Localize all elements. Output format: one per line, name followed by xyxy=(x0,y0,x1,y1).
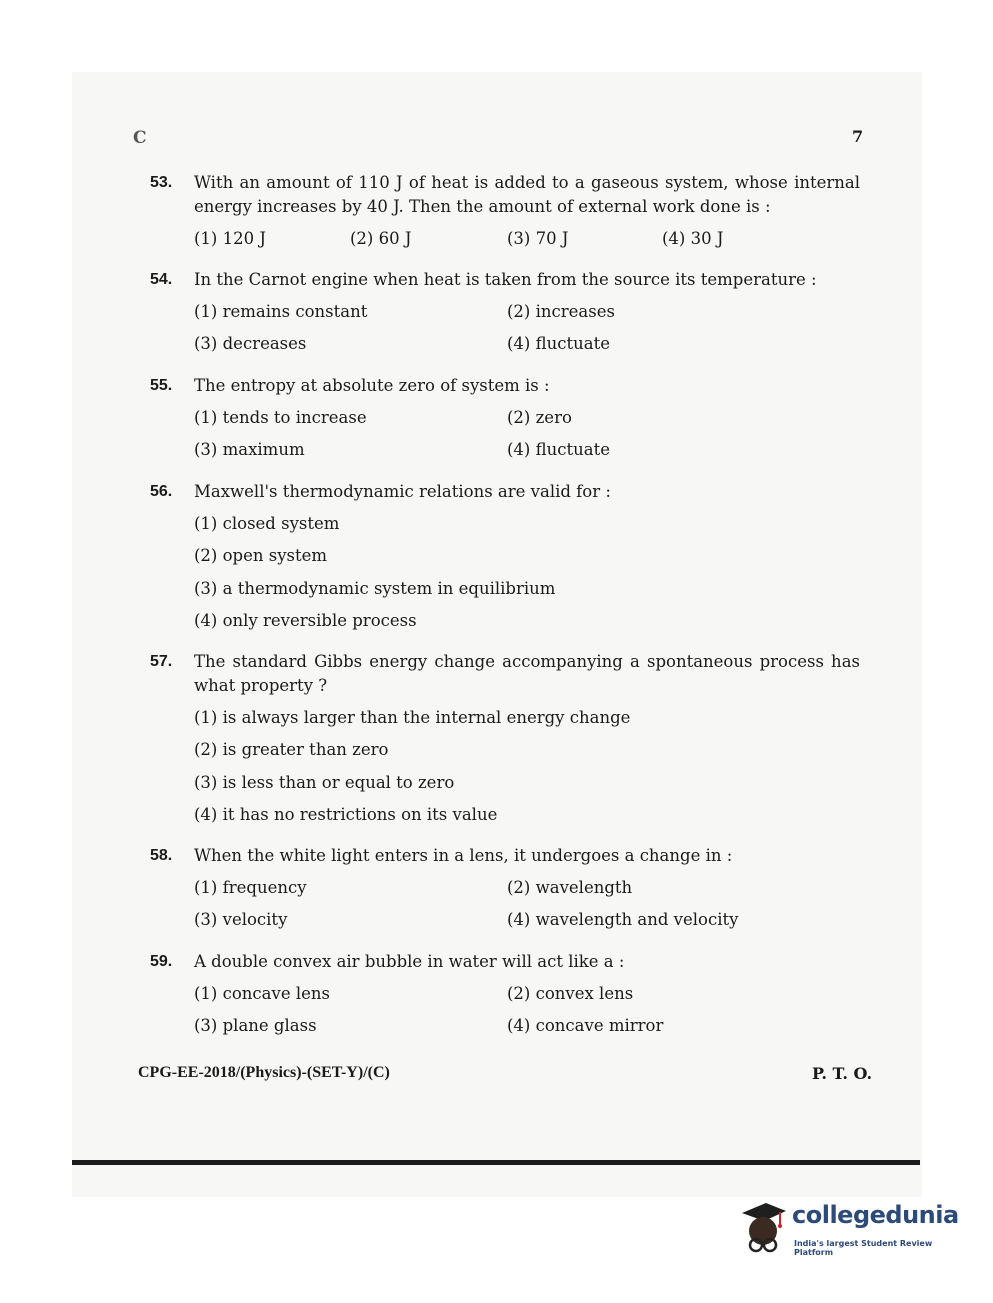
option-3: (3) is less than or equal to zero xyxy=(194,773,455,792)
option-1: (1) is always larger than the internal energy change xyxy=(194,708,631,727)
option-4: (4) concave mirror xyxy=(507,1016,664,1035)
option-1: (1) 120 J xyxy=(194,229,266,248)
option-4: (4) only reversible process xyxy=(194,611,417,630)
option-3: (3) velocity xyxy=(194,910,288,929)
question-stem: The entropy at absolute zero of system is : xyxy=(194,376,550,395)
option-4: (4) wavelength and velocity xyxy=(507,910,739,929)
page-number: 7 xyxy=(852,127,864,146)
question-stem: A double convex air bubble in water will act like a : xyxy=(194,952,625,971)
brand-tagline: India's largest Student Review Platform xyxy=(794,1239,933,1257)
question-stem: The standard Gibbs energy change accompanying a spontaneous process has what property ? xyxy=(194,652,860,695)
question-stem: In the Carnot engine when heat is taken from the source its temperature : xyxy=(194,270,817,289)
option-2: (2) open system xyxy=(194,546,328,565)
question-58 xyxy=(150,844,860,932)
question-number: 57. xyxy=(150,653,173,670)
option-3: (3) decreases xyxy=(194,334,307,353)
corner-mark: C xyxy=(133,128,147,148)
mascot-icon xyxy=(736,1199,788,1255)
collegedunia-logo[interactable] xyxy=(736,1195,961,1265)
question-number: 58. xyxy=(150,847,173,864)
option-2: (2) convex lens xyxy=(507,984,634,1003)
paper-code: CPG-EE-2018/(Physics)-(SET-Y)/(C) xyxy=(138,1064,390,1081)
page-bottom-rule xyxy=(72,1160,920,1165)
option-1: (1) remains constant xyxy=(194,302,368,321)
question-number: 59. xyxy=(150,953,173,970)
option-4: (4) fluctuate xyxy=(507,440,610,459)
brand-name: collegedunia xyxy=(792,1201,959,1229)
question-stem: When the white light enters in a lens, it undergoes a change in : xyxy=(194,846,733,865)
question-54 xyxy=(150,268,860,356)
question-stem: With an amount of 110 J of heat is added to a gaseous system, whose internal energy increases by 40 J. Then the amount of external work done is : xyxy=(194,173,860,216)
option-3: (3) 70 J xyxy=(507,229,569,248)
question-59 xyxy=(150,950,860,1038)
option-4: (4) fluctuate xyxy=(507,334,610,353)
option-3: (3) plane glass xyxy=(194,1016,317,1035)
question-56 xyxy=(150,480,860,632)
option-2: (2) 60 J xyxy=(350,229,412,248)
question-number: 54. xyxy=(150,271,173,288)
option-2: (2) wavelength xyxy=(507,878,633,897)
question-53 xyxy=(150,171,860,251)
option-2: (2) zero xyxy=(507,408,572,427)
option-3: (3) maximum xyxy=(194,440,305,459)
question-57 xyxy=(150,650,860,826)
option-2: (2) is greater than zero xyxy=(194,740,389,759)
option-1: (1) tends to increase xyxy=(194,408,367,427)
question-number: 55. xyxy=(150,377,173,394)
option-4: (4) 30 J xyxy=(662,229,724,248)
question-stem: Maxwell's thermodynamic relations are valid for : xyxy=(194,482,611,501)
option-3: (3) a thermodynamic system in equilibrium xyxy=(194,579,556,598)
question-number: 53. xyxy=(150,174,173,191)
option-1: (1) concave lens xyxy=(194,984,330,1003)
option-4: (4) it has no restrictions on its value xyxy=(194,805,498,824)
question-55 xyxy=(150,374,860,462)
option-2: (2) increases xyxy=(507,302,615,321)
pto-label: P. T. O. xyxy=(812,1064,873,1083)
option-1: (1) closed system xyxy=(194,514,340,533)
option-1: (1) frequency xyxy=(194,878,307,897)
question-number: 56. xyxy=(150,483,173,500)
